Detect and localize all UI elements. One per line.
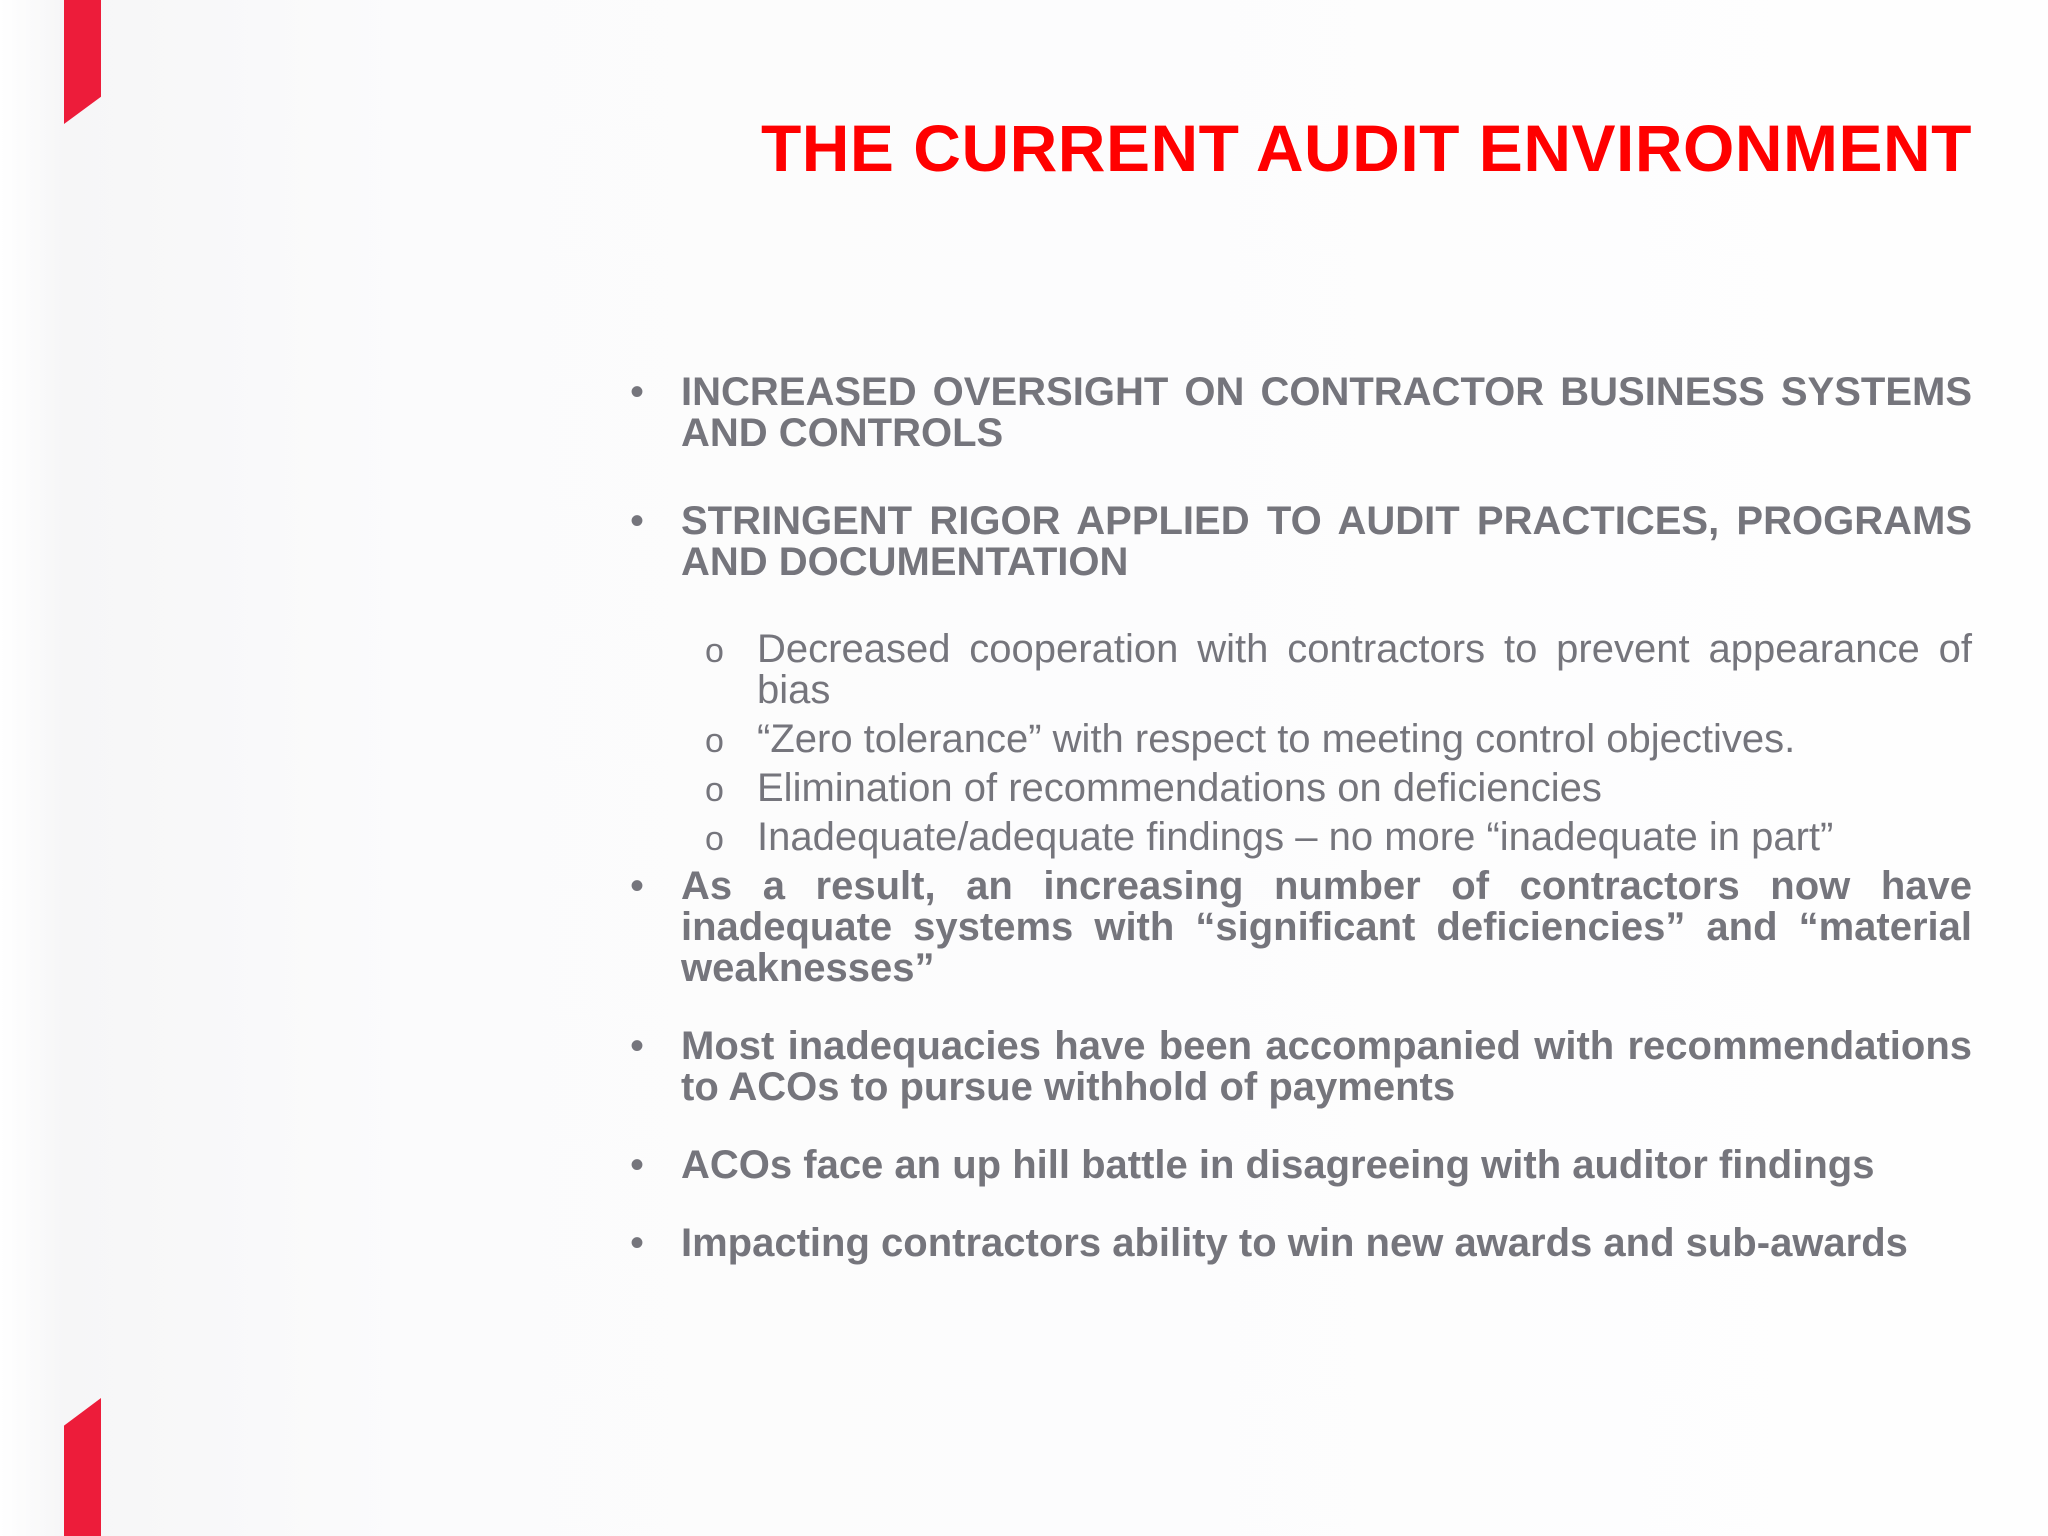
accent-tab-top (64, 0, 101, 124)
bullet-list (630, 372, 1972, 1264)
sub-bullet-item (705, 766, 1972, 810)
bullet-item (630, 1223, 1972, 1264)
sub-bullet-text: Inadequate/adequate findings – no more “inadequate in part” (757, 815, 1834, 859)
sub-bullet-marker: o (705, 632, 724, 670)
bullet-item (630, 1026, 1972, 1108)
bullet-item (630, 1145, 1972, 1186)
bullet-text: STRINGENT RIGOR APPLIED TO AUDIT PRACTICES, PROGRAMS AND DOCUMENTATION (681, 499, 1972, 584)
sub-bullet-marker: o (705, 722, 724, 760)
sub-bullet-item (705, 627, 1972, 712)
bullet-marker: • (630, 1143, 645, 1187)
sub-bullet-text: “Zero tolerance” with respect to meeting control objectives. (757, 717, 1796, 761)
bullet-item (630, 501, 1972, 583)
bullet-text: ACOs face an up hill battle in disagreeing with auditor findings (681, 1143, 1875, 1187)
slide-title: THE CURRENT AUDIT ENVIRONMENT (760, 111, 1972, 185)
bullet-marker: • (630, 1221, 645, 1265)
sub-bullet-marker: o (705, 820, 724, 858)
sub-bullet-marker: o (705, 771, 724, 809)
bullet-marker: • (630, 370, 645, 414)
bullet-marker: • (630, 864, 645, 908)
bullet-text: Most inadequacies have been accompanied with recommendations to ACOs to pursue withhold of payments (681, 1024, 1972, 1109)
bullet-item (630, 372, 1972, 454)
accent-tab-bottom (64, 1398, 101, 1536)
sub-bullet-item (705, 815, 1972, 859)
sub-bullet-text: Elimination of recommendations on deficiencies (757, 766, 1602, 810)
bullet-text: Impacting contractors ability to win new awards and sub-awards (681, 1221, 1908, 1265)
sub-bullet-text: Decreased cooperation with contractors to prevent appearance of bias (757, 627, 1972, 712)
bullet-marker: • (630, 499, 645, 543)
bullet-item (630, 866, 1972, 989)
bullet-text: As a result, an increasing number of contractors now have inadequate systems with “significant deficiencies” and “material weaknesses” (681, 864, 1972, 990)
sub-bullet-item (705, 717, 1972, 761)
bullet-text: INCREASED OVERSIGHT ON CONTRACTOR BUSINESS SYSTEMS AND CONTROLS (681, 370, 1972, 455)
bullet-marker: • (630, 1024, 645, 1068)
